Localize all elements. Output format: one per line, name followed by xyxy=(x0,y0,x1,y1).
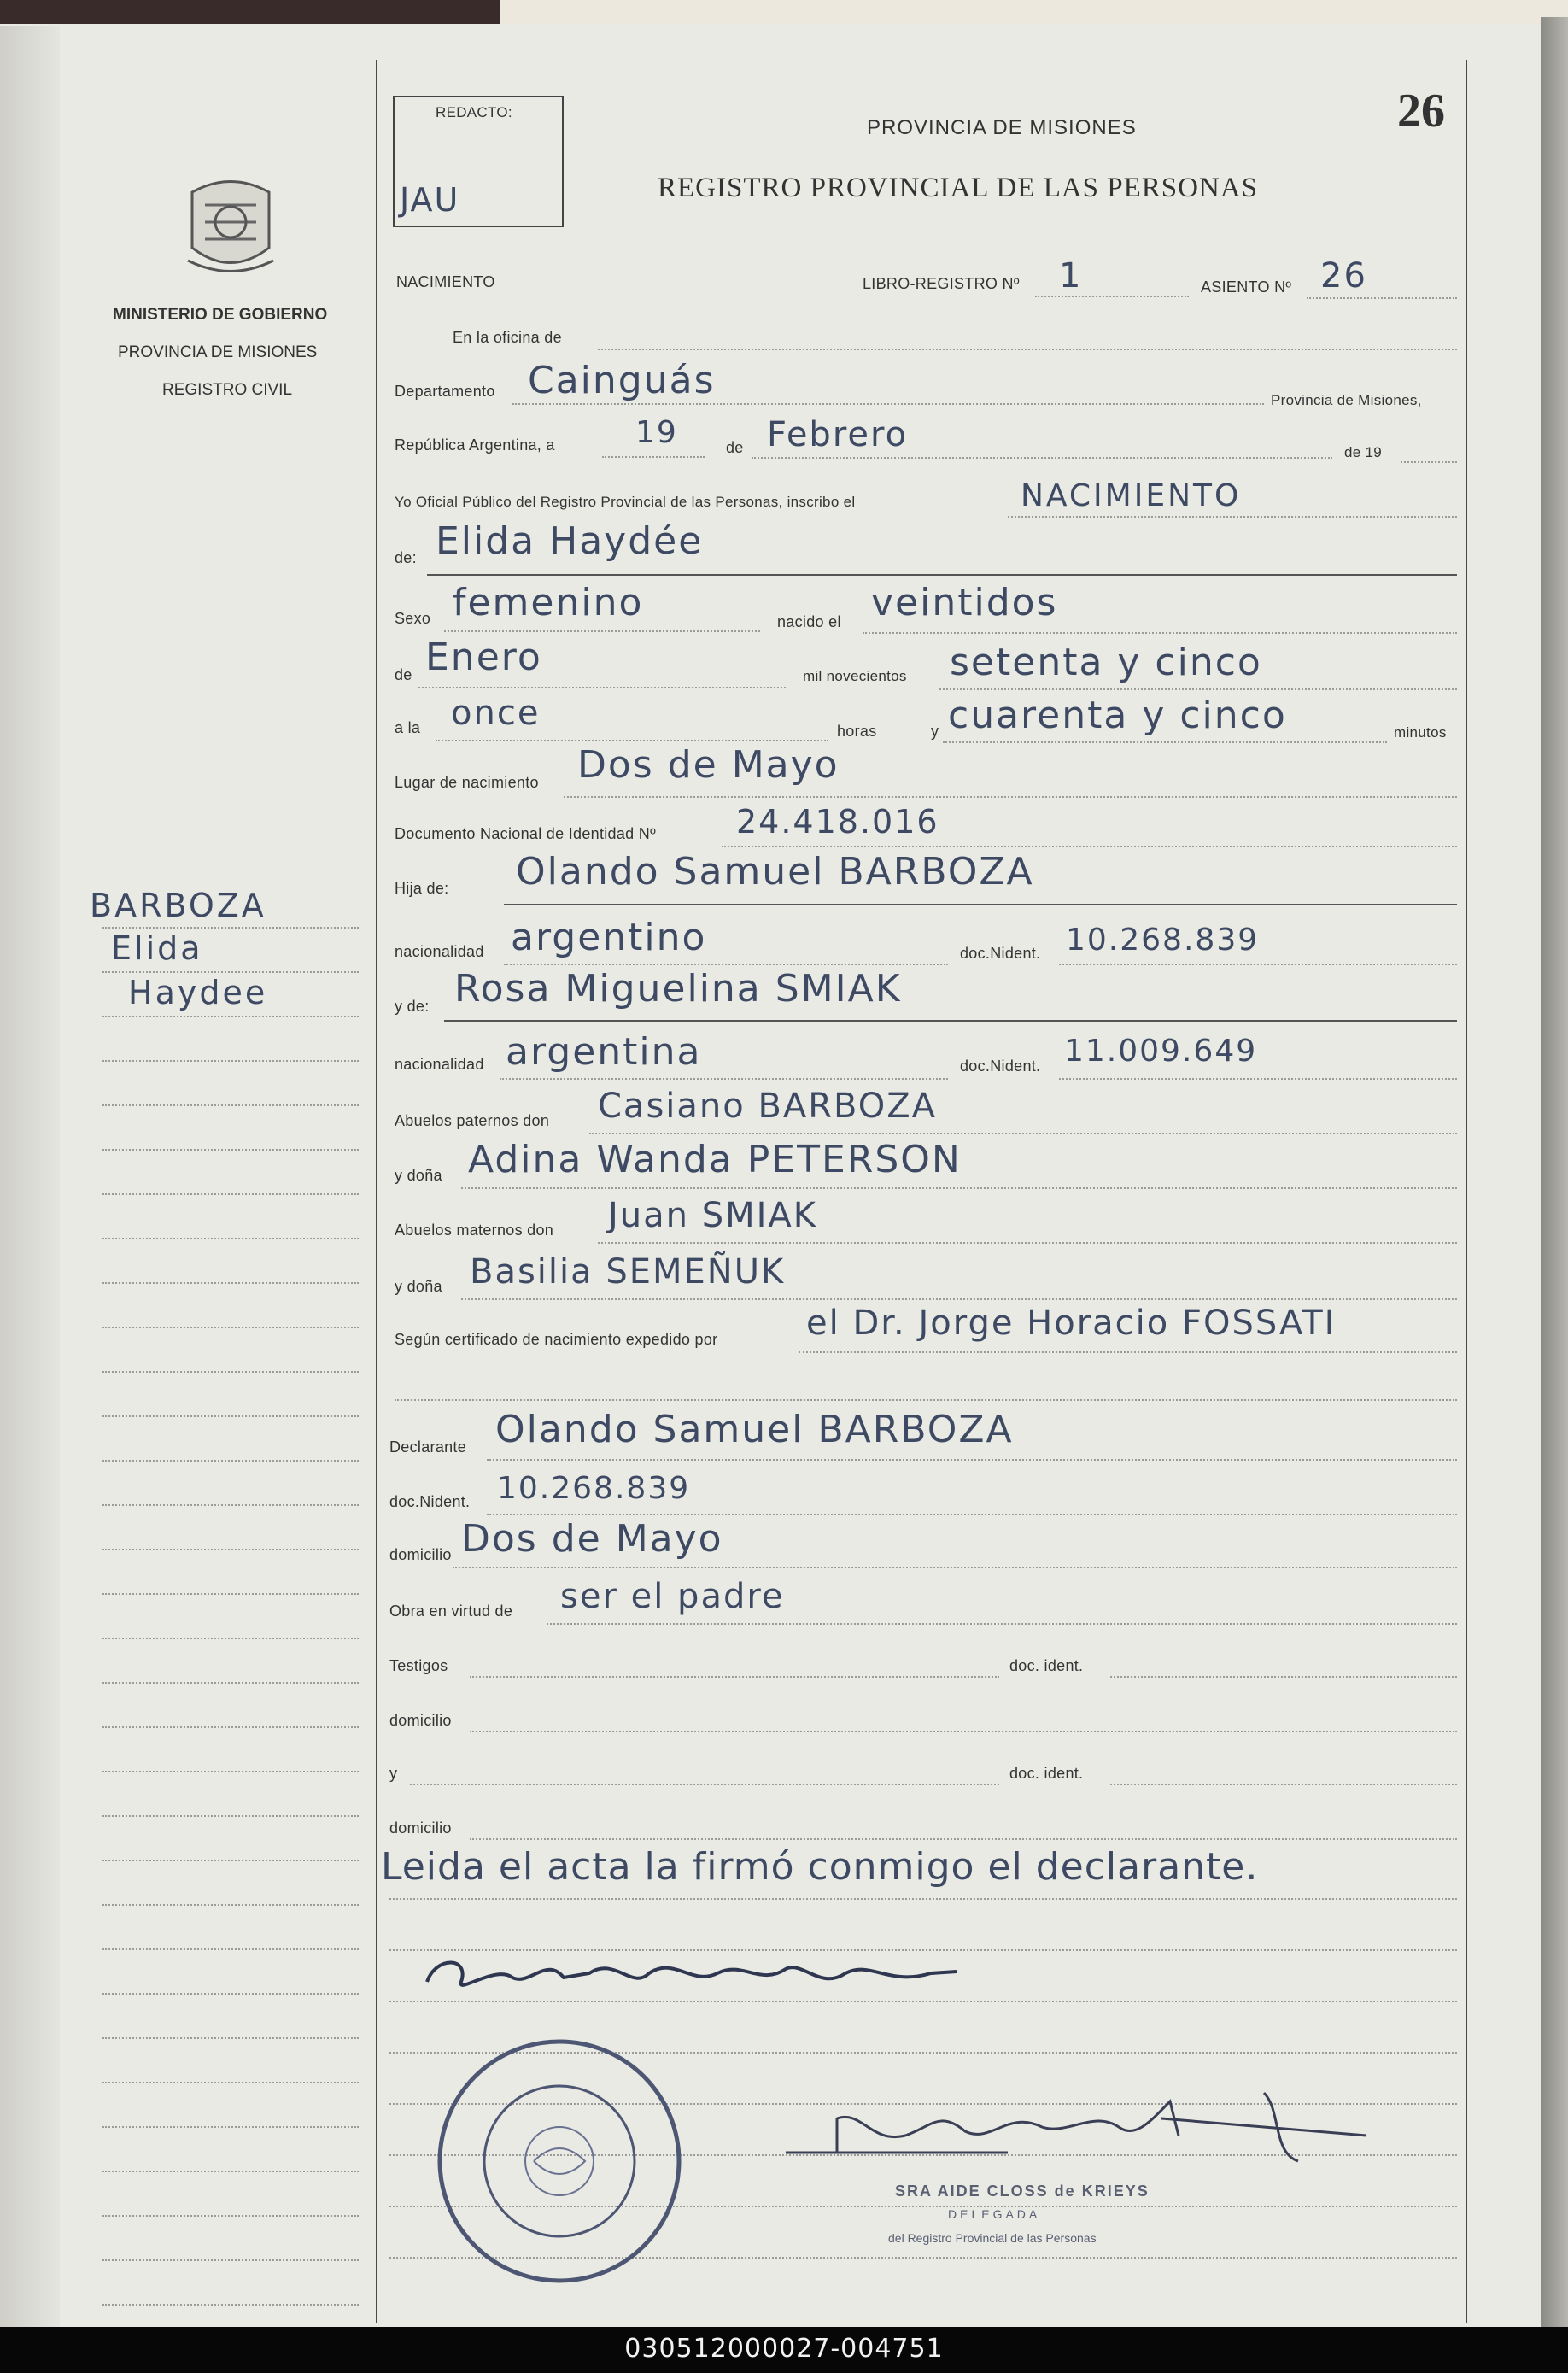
doc-ident2-dots xyxy=(1110,1784,1457,1785)
doc-decl-dots xyxy=(487,1514,1457,1515)
certificado-label: Según certificado de nacimiento expedido por xyxy=(395,1331,718,1348)
lugar-label: Lugar de nacimiento xyxy=(395,774,539,791)
oficial-text: Yo Oficial Público del Registro Provincial de las Personas, inscribo el xyxy=(395,494,856,510)
nac-padre-dots xyxy=(504,964,948,965)
libro-dots xyxy=(1035,296,1189,297)
stamp-line-3: del Registro Provincial de las Personas xyxy=(888,2231,1097,2245)
margin-rule xyxy=(102,2259,359,2261)
margin-rule xyxy=(102,1948,359,1950)
province-header: PROVINCIA DE MISIONES xyxy=(867,116,1137,139)
margin-rule xyxy=(102,1726,359,1728)
certificado-dots xyxy=(799,1351,1457,1353)
margin-rule xyxy=(102,2304,359,2306)
declarant-signature xyxy=(418,1939,965,2007)
abuelo-mat-value: Juan SMIAK xyxy=(608,1196,818,1235)
margin-rule xyxy=(102,1149,359,1151)
registry-title: REGISTRO PROVINCIAL DE LAS PERSONAS xyxy=(658,173,1259,203)
padre-underline xyxy=(504,904,1457,905)
hora-value: once xyxy=(451,694,541,733)
mes-nac-dots xyxy=(418,687,786,688)
abuela-pat-dots xyxy=(461,1187,1457,1189)
y2-label: y xyxy=(389,1765,398,1782)
asiento-dots xyxy=(1307,297,1457,299)
margin-rule xyxy=(102,1993,359,1995)
margin-rule xyxy=(102,2215,359,2217)
asiento-value: 26 xyxy=(1320,256,1367,296)
de-label: de xyxy=(726,439,744,456)
abuelos-pat-label: Abuelos paternos don xyxy=(395,1112,550,1129)
nombre-underline xyxy=(427,574,1457,576)
margin-rule xyxy=(102,1371,359,1373)
hija-label: Hija de: xyxy=(395,880,449,897)
margin-rule xyxy=(102,927,359,929)
doc-decl-value: 10.268.839 xyxy=(497,1471,691,1506)
dni-value: 24.418.016 xyxy=(736,803,939,841)
anio-dots xyxy=(1401,461,1457,463)
doc-ident-label: doc. ident. xyxy=(1009,1657,1084,1674)
libro-value: 1 xyxy=(1059,256,1083,296)
certificado-dots-2 xyxy=(395,1399,1457,1401)
crest-icon xyxy=(175,167,286,282)
nac-padre-value: argentino xyxy=(511,916,707,959)
libro-label: LIBRO-REGISTRO Nº xyxy=(863,275,1020,292)
de-nombre-label: de: xyxy=(395,549,417,566)
margin-rule xyxy=(102,1460,359,1462)
anio-label: de 19 xyxy=(1344,444,1383,460)
y-label: y xyxy=(931,723,939,740)
declarante-value: Olando Samuel BARBOZA xyxy=(495,1408,1014,1451)
redacto-label: REDACTO: xyxy=(436,104,512,120)
acto-dots xyxy=(1008,516,1457,518)
redacto-value: JAU xyxy=(400,181,460,219)
nacionalidad-madre-label: nacionalidad xyxy=(395,1056,484,1073)
anio-nac-value: setenta y cinco xyxy=(950,641,1262,684)
testigos-label: Testigos xyxy=(389,1657,448,1674)
departamento-dots xyxy=(512,403,1264,405)
departamento-label: Departamento xyxy=(395,383,495,400)
abuelos-mat-label: Abuelos maternos don xyxy=(395,1222,554,1239)
margin-rule xyxy=(102,1904,359,1906)
doc-madre-value: 11.009.649 xyxy=(1064,1034,1258,1069)
margin-rule xyxy=(102,1682,359,1684)
mes-dots xyxy=(752,457,1332,459)
doc-madre-label: doc.Nident. xyxy=(960,1058,1041,1075)
abuela-pat-value: Adina Wanda PETERSON xyxy=(468,1138,962,1181)
page-spine xyxy=(0,26,60,2327)
anio-nac-dots xyxy=(939,688,1457,690)
doc-decl-label: doc.Nident. xyxy=(389,1493,471,1510)
bottom-bar xyxy=(0,2327,1568,2373)
domicilio-value: Dos de Mayo xyxy=(461,1517,723,1561)
domicilio-label: domicilio xyxy=(389,1546,452,1563)
doc-padre-dots xyxy=(1059,964,1457,965)
margin-rule xyxy=(102,1104,359,1106)
margin-rule xyxy=(102,1193,359,1195)
nac-madre-value: argentina xyxy=(506,1030,702,1074)
margin-second-name: Haydee xyxy=(128,974,268,1011)
madre-value: Rosa Miguelina SMIAK xyxy=(454,967,902,1011)
doc-ident2-label: doc. ident. xyxy=(1009,1765,1084,1782)
margin-rule xyxy=(102,1638,359,1639)
margin-rule xyxy=(102,1415,359,1417)
nacionalidad-padre-label: nacionalidad xyxy=(395,943,484,960)
de-mes-label: de xyxy=(395,666,412,683)
oficina-label: En la oficina de xyxy=(453,329,562,346)
hora-dots xyxy=(436,740,828,741)
book-right-edge xyxy=(1541,17,1568,2327)
minutos-value: cuarenta y cinco xyxy=(948,694,1287,737)
left-registry: REGISTRO CIVIL xyxy=(162,381,293,399)
minutos-label: minutos xyxy=(1394,724,1447,741)
signature-rule xyxy=(389,1898,1457,1900)
form-left-border xyxy=(376,60,377,2323)
declarante-dots xyxy=(487,1459,1457,1461)
margin-rule xyxy=(102,1549,359,1550)
obra-dots xyxy=(547,1623,1457,1625)
document-code: 030512000027-004751 xyxy=(624,2334,944,2364)
official-signature xyxy=(786,2084,1435,2178)
margin-rule xyxy=(102,2082,359,2083)
margin-rule xyxy=(102,1771,359,1772)
doc-madre-dots xyxy=(1059,1078,1457,1080)
margin-surname: BARBOZA xyxy=(90,887,266,924)
lugar-dots xyxy=(564,796,1457,798)
nombre-value: Elida Haydée xyxy=(436,519,704,563)
doc-padre-label: doc.Nident. xyxy=(960,945,1041,962)
ministry-title: MINISTERIO DE GOBIERNO xyxy=(113,306,328,324)
obra-label: Obra en virtud de xyxy=(389,1603,513,1620)
sexo-label: Sexo xyxy=(395,610,431,627)
margin-first-name: Elida xyxy=(111,929,203,967)
domicilio2-dots xyxy=(470,1731,1457,1732)
dia-dots xyxy=(602,456,705,458)
margin-rule xyxy=(102,971,359,973)
margin-rule xyxy=(102,1238,359,1239)
sexo-value: femenino xyxy=(453,581,644,624)
margin-rule xyxy=(102,1815,359,1817)
mes-nac-value: Enero xyxy=(425,636,542,679)
nacido-dots xyxy=(863,632,1457,634)
y2-dots xyxy=(410,1784,999,1785)
domicilio2-label: domicilio xyxy=(389,1712,452,1729)
margin-rule xyxy=(102,1327,359,1328)
margin-rule xyxy=(102,2126,359,2128)
provincia-suffix: Provincia de Misiones, xyxy=(1271,392,1422,408)
y-de-label: y de: xyxy=(395,998,430,1015)
margin-rule xyxy=(102,2037,359,2039)
doc-ident-dots xyxy=(1110,1676,1457,1678)
lugar-value: Dos de Mayo xyxy=(577,743,840,787)
departamento-value: Cainguás xyxy=(528,359,716,402)
doc-padre-value: 10.268.839 xyxy=(1066,923,1260,958)
margin-rule xyxy=(102,1060,359,1062)
republica-label: República Argentina, a xyxy=(395,437,555,454)
nacido-label: nacido el xyxy=(777,613,841,630)
stamp-line-1: SRA AIDE CLOSS de KRIEYS xyxy=(895,2183,1150,2200)
stamp-line-2: DELEGADA xyxy=(948,2207,1041,2221)
nac-madre-dots xyxy=(500,1078,948,1080)
margin-rule xyxy=(102,1282,359,1284)
dni-label: Documento Nacional de Identidad Nº xyxy=(395,825,656,842)
domicilio3-label: domicilio xyxy=(389,1819,452,1837)
left-province: PROVINCIA DE MISIONES xyxy=(118,343,318,361)
obra-value: ser el padre xyxy=(560,1577,785,1616)
closing-text: Leida el acta la firmó conmigo el declarante. xyxy=(381,1845,1259,1889)
domicilio-dots xyxy=(453,1567,1457,1568)
minutos-dots xyxy=(943,741,1387,743)
a-la-label: a la xyxy=(395,719,421,736)
acto-value: NACIMIENTO xyxy=(1021,478,1242,513)
horas-label: horas xyxy=(837,723,877,740)
nacido-value: veintidos xyxy=(871,581,1058,624)
margin-rule xyxy=(102,2171,359,2172)
y-dona-pat-label: y doña xyxy=(395,1167,442,1184)
abuela-mat-dots xyxy=(461,1298,1457,1300)
mil-label: mil novecientos xyxy=(803,668,907,684)
abuelo-pat-value: Casiano BARBOZA xyxy=(598,1087,938,1126)
dia-value: 19 xyxy=(635,415,678,450)
testigos-dots xyxy=(470,1676,999,1678)
margin-rule xyxy=(102,1860,359,1861)
domicilio3-dots xyxy=(470,1838,1457,1840)
certificado-value: el Dr. Jorge Horacio FOSSATI xyxy=(806,1304,1337,1343)
form-right-border xyxy=(1466,60,1467,2323)
padre-value: Olando Samuel BARBOZA xyxy=(516,850,1034,894)
sexo-dots xyxy=(444,630,760,632)
asiento-label: ASIENTO Nº xyxy=(1201,278,1292,296)
margin-rule xyxy=(102,1504,359,1506)
margin-rule xyxy=(102,1016,359,1017)
abuelo-pat-dots xyxy=(589,1133,1457,1134)
oficina-dots xyxy=(598,349,1457,350)
page-number: 26 xyxy=(1397,85,1445,138)
margin-rule xyxy=(102,1593,359,1595)
abuelo-mat-dots xyxy=(598,1242,1457,1244)
declarante-label: Declarante xyxy=(389,1438,467,1456)
madre-underline xyxy=(444,1020,1457,1022)
dni-dots xyxy=(722,846,1457,847)
abuela-mat-value: Basilia SEMEÑUK xyxy=(470,1252,786,1292)
mes-value: Febrero xyxy=(767,415,909,454)
official-seal xyxy=(431,2033,687,2289)
y-dona-mat-label: y doña xyxy=(395,1278,442,1295)
nacimiento-label: NACIMIENTO xyxy=(396,273,495,290)
